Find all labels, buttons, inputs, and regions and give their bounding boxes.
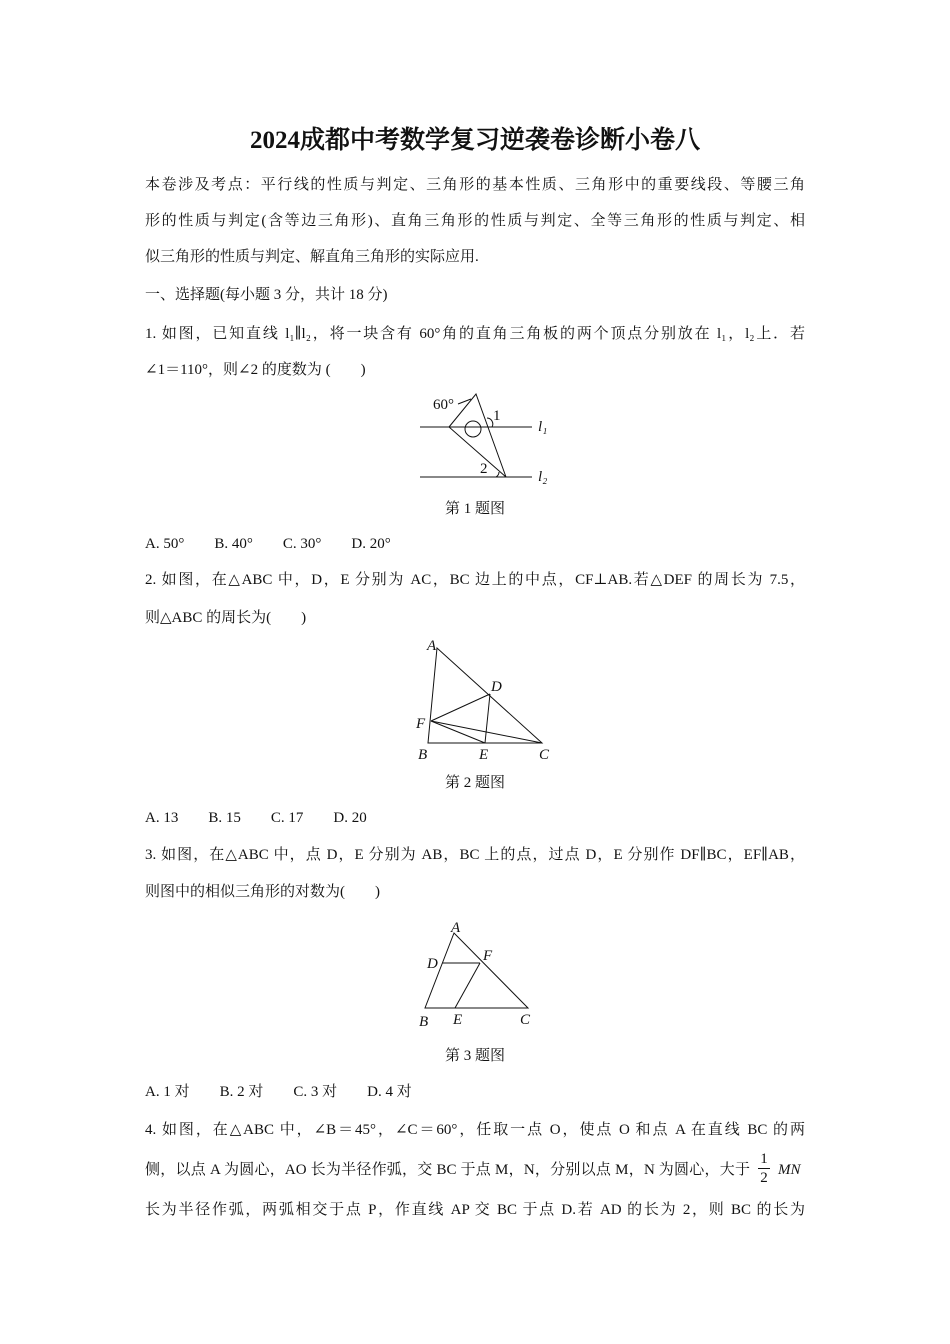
question-1-text: ∠1＝110°，则∠2 的度数为 ( ) [145,362,366,378]
figure-2-caption: 第 2 题图 [444,775,505,791]
question-4-text: 4. 如图，在△ABC 中，∠B＝45°，∠C＝60°，任取一点 O，使点 O 和点 A 在直线 BC 的两 [145,1122,805,1138]
option-b[interactable]: B. 15 [208,810,241,826]
option-c[interactable]: C. 30° [282,536,322,552]
question-2-text: 则△ABC 的周长为( ) [145,610,307,626]
fraction-numerator: 1 [758,1150,770,1169]
option-c[interactable]: C. 17 [270,810,304,826]
fraction-one-half [758,1150,770,1187]
point-d-label: D [491,679,502,695]
question-3-figure [410,915,550,1030]
figure-3-caption: 第 3 题图 [444,1048,505,1064]
angle-60-label: 60° [433,397,454,413]
figure-1-caption: 第 1 题图 [444,501,505,517]
point-c-label: C [539,747,550,763]
option-c[interactable]: C. 3 对 [293,1084,338,1100]
point-b-label: B [419,1014,429,1030]
question-3-text: 则图中的相似三角形的对数为( ) [145,884,380,900]
point-a-label: A [451,920,461,936]
option-a[interactable]: A. 13 [145,810,179,826]
option-b[interactable]: B. 40° [214,536,253,552]
question-2-figure [410,636,560,766]
intro-line: 似三角形的性质与判定、解直角三角形的实际应用. [145,249,479,265]
question-1-figure [400,380,570,490]
point-f-label: F [416,716,426,732]
intro-line: 本卷涉及考点：平行线的性质与判定、三角形的基本性质、三角形中的重要线段、等腰三角 [145,177,805,193]
question-1-text: 1. 如图，已知直线 l₁∥l₂，将一块含有 60°角的直角三角板的两个顶点分别放在 l₁，l₂上．若 [145,326,805,342]
question-4-text: 侧，以点 A 为圆心，AO 长为半径作弧，交 BC 于点 M，N，分别以点 M，N 为圆心，大于 [145,1162,750,1178]
point-e-label: E [479,747,489,763]
option-b[interactable]: B. 2 对 [219,1084,264,1100]
section-heading: 一、选择题(每小题 3 分，共计 18 分) [145,287,388,303]
option-a[interactable]: A. 50° [145,536,185,552]
point-f-label: F [483,948,493,964]
question-1-options [145,534,421,554]
angle-2-label: 2 [480,461,488,477]
line-l2-label: l₂ [538,469,548,485]
line-l1-label: l₁ [538,419,548,435]
option-a[interactable]: A. 1 对 [145,1084,190,1100]
question-2-options [145,808,397,828]
segment-mn: MN [778,1162,801,1178]
option-d[interactable]: D. 4 对 [367,1084,412,1100]
point-e-label: E [453,1012,463,1028]
question-2-text: 2. 如图，在△ABC 中，D，E 分别为 AC，BC 边上的中点，CF⊥AB.若△DEF 的周长为 7.5， [145,572,805,588]
fraction-denominator: 2 [760,1170,768,1186]
page-title: 2024成都中考数学复习逆袭卷诊断小卷八 [249,127,700,154]
question-3-options [145,1082,442,1102]
point-c-label: C [520,1012,531,1028]
point-d-label: D [427,956,438,972]
angle-1-label: 1 [493,408,501,424]
question-4-text: 长为半径作弧，两弧相交于点 P，作直线 AP 交 BC 于点 D.若 AD 的长为 2，则 BC 的长为 [145,1202,805,1218]
point-b-label: B [418,747,428,763]
question-3-text: 3. 如图，在△ABC 中，点 D，E 分别为 AB，BC 上的点，过点 D，E 分别作 DF∥BC，EF∥AB， [145,847,805,863]
option-d[interactable]: D. 20 [333,810,367,826]
intro-line: 形的性质与判定(含等边三角形)、直角三角形的性质与判定、全等三角形的性质与判定、相 [145,213,805,229]
point-a-label: A [427,638,437,654]
option-d[interactable]: D. 20° [351,536,391,552]
